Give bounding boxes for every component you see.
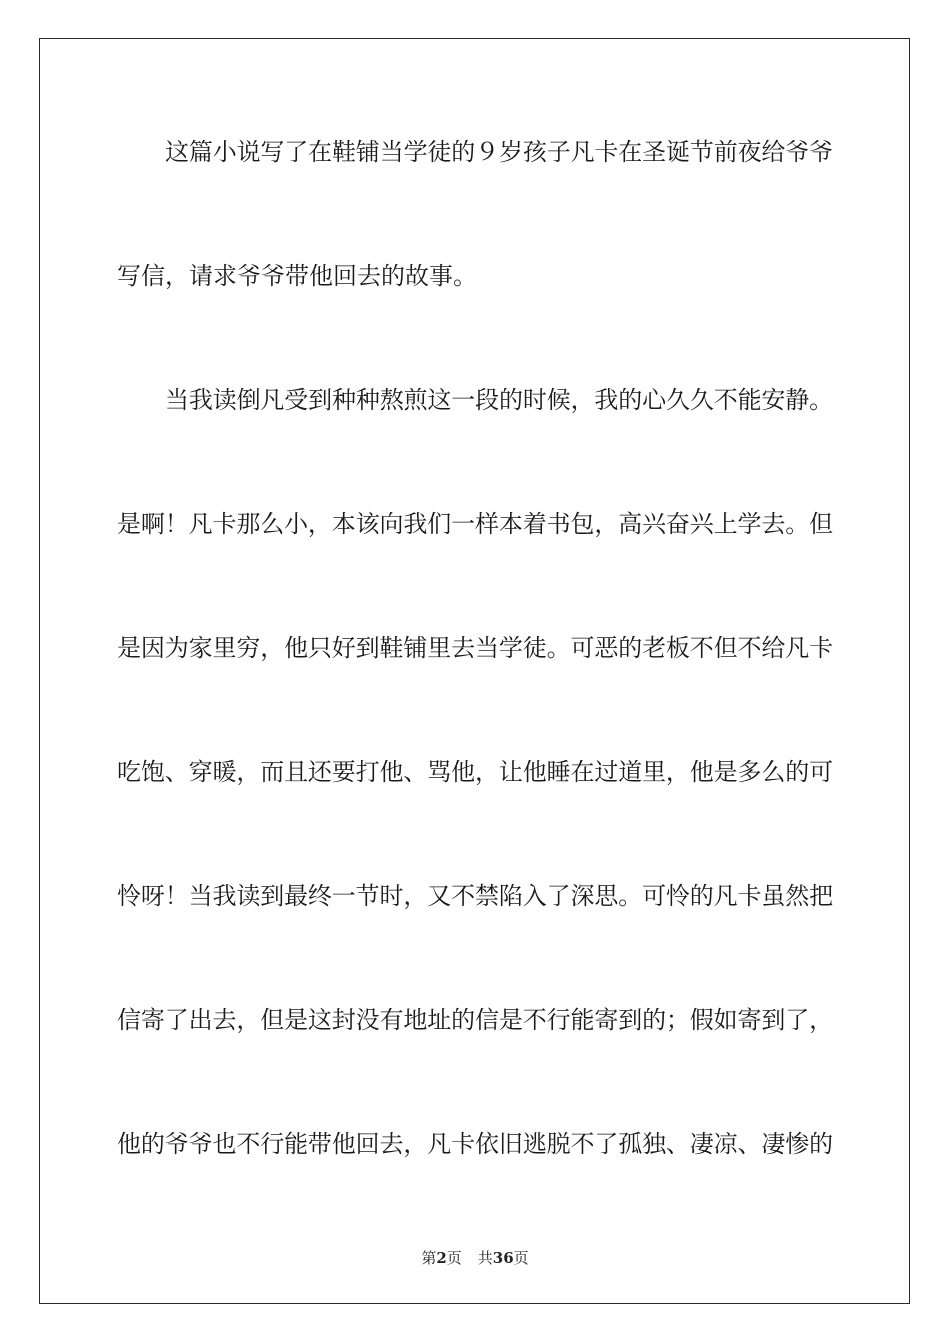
page-frame [39,38,910,1304]
paragraph-line: 怜呀！当我读到最终一节时，又不禁陷入了深思。可怜的凡卡虽然把 [117,882,833,910]
page-footer [0,1248,950,1268]
paragraph-line: 他的爷爷也不行能带他回去，凡卡依旧逃脱不了孤独、凄凉、凄惨的 [117,1130,833,1158]
paragraph-line: 信寄了出去，但是这封没有地址的信是不行能寄到的；假如寄到了， [117,1006,833,1034]
page-number: 2 [436,1249,447,1267]
total-label-suffix: 页 [513,1249,529,1267]
paragraph-line: 是因为家里穷，他只好到鞋铺里去当学徒。可恶的老板不但不给凡卡 [117,634,833,662]
page-label-suffix: 页 [446,1249,462,1267]
page-label-prefix: 第 [421,1249,437,1267]
paragraph-line: 写信，请求爷爷带他回去的故事。 [117,262,477,290]
total-label-prefix: 共 [477,1249,493,1267]
total-pages: 36 [492,1249,514,1267]
paragraph-line: 吃饱、穿暖，而且还要打他、骂他，让他睡在过道里，他是多么的可 [117,758,833,786]
paragraph-line: 是啊！凡卡那么小，本该向我们一样本着书包，高兴奋兴上学去。但 [117,510,833,538]
paragraph-line: 当我读倒凡受到种种熬煎这一段的时候，我的心久久不能安静。 [165,386,833,414]
paragraph-line: 这篇小说写了在鞋铺当学徒的９岁孩子凡卡在圣诞节前夜给爷爷 [165,138,833,166]
